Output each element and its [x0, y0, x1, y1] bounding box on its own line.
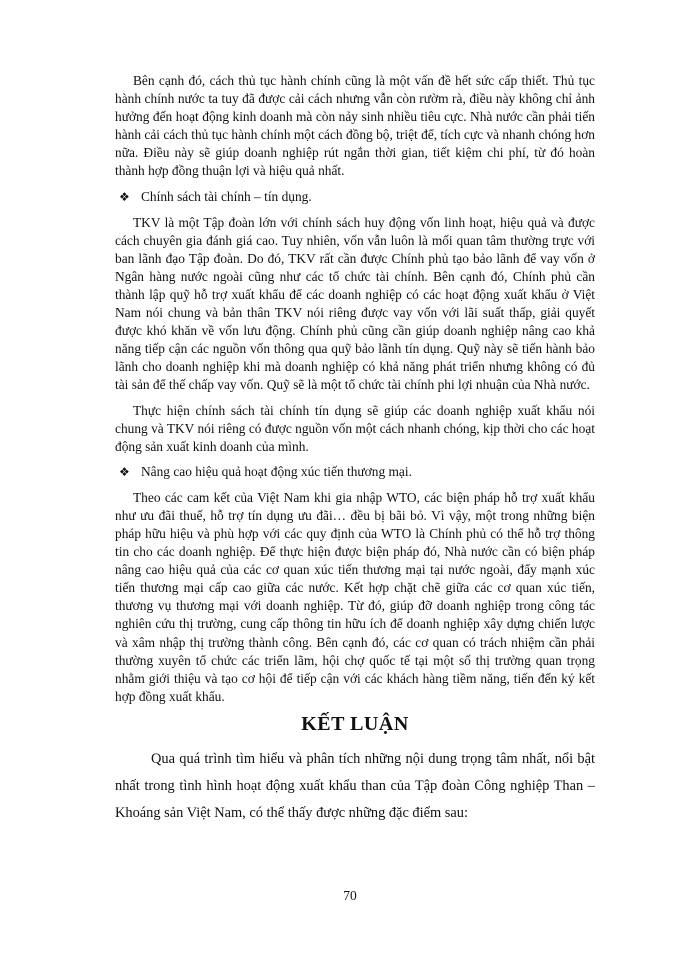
- bullet-trade-promotion-text: Nâng cao hiệu quả hoạt động xúc tiến thương mại.: [141, 463, 412, 479]
- section-heading-conclusion: KẾT LUẬN: [301, 712, 409, 735]
- paragraph-admin-procedures: Bên cạnh đó, cách thủ tục hành chính cũng là một vấn đề hết sức cấp thiết. Thủ tục hành chính nước ta tuy đã được cải cách nhưng vẫn còn rườm rà, điều này không chỉ ảnh hưởng đến hoạt động kinh doanh mà còn nảy sinh nhiều tiêu cực. Nhà nước cần phải tiến hành cải cách thủ tục hành chính một cách đồng bộ, triệt để, tích cực và nhanh chóng hơn nữa. Điều này sẽ giúp doanh nghiệp rút ngắn thời gian, tiết kiệm chi phí, từ đó hoàn thành hợp đồng thuận lợi và hiệu quả nhất.: [115, 73, 595, 179]
- four-diamond-bullet-icon: ❖: [119, 189, 130, 204]
- bullet-finance-credit: [119, 188, 595, 206]
- bullet-trade-promotion: [119, 463, 595, 481]
- page-number: 70: [343, 888, 357, 903]
- four-diamond-bullet-icon: ❖: [119, 464, 130, 479]
- paragraph-tkv-capital: TKV là một Tập đoàn lớn với chính sách huy động vốn linh hoạt, hiệu quả và được cách chuyên gia đánh giá cao. Tuy nhiên, vốn vẫn luôn là mối quan tâm thường trực với ban lãnh đạo Tập đoàn. Do đó, TKV rất cần được Chính phủ tạo bảo lãnh để vay vốn ở Ngân hàng nước ngoài cũng như các tổ chức tài chính. Bên cạnh đó, Chính phủ cần thành lập quỹ hỗ trợ xuất khẩu để các doanh nghiệp có các hoạt động xuất khẩu ở Việt Nam nói chung và bản thân TKV nói riêng được vay vốn với lãi suất thấp, giải quyết được khó khăn về vốn lưu động. Chính phủ cũng cần giúp doanh nghiệp nâng cao khả năng tiếp cận các nguồn vốn thông qua quỹ bảo lãnh tín dụng. Quỹ này sẽ tiến hành bảo lãnh cho doanh nghiệp khi mà doanh nghiệp có khả năng phát triển nhưng không có đủ tài sản để thế chấp vay vốn. Quỹ sẽ là một tổ chức tài chính phi lợi nhuận của Nhà nước.: [115, 214, 595, 393]
- paragraph-conclusion: Qua quá trình tìm hiểu và phân tích những nội dung trọng tâm nhất, nổi bật nhất trong tình hình hoạt động xuất khẩu than của Tập đoàn Công nghiệp Than – Khoáng sản Việt Nam, có thể thấy được những đặc điểm sau:: [115, 750, 595, 821]
- paragraph-credit-policy: Thực hiện chính sách tài chính tín dụng sẽ giúp các doanh nghiệp xuất khẩu nói chung và TKV nói riêng có được nguồn vốn một cách nhanh chóng, kịp thời cho các hoạt động sản xuất kinh doanh của mình.: [115, 402, 595, 454]
- document-page: [115, 72, 595, 827]
- paragraph-wto-commitments: Theo các cam kết của Việt Nam khi gia nhập WTO, các biện pháp hỗ trợ xuất khẩu như ưu đãi thuế, hỗ trợ tín dụng ưu đãi… đều bị bãi bỏ. Vì vậy, một trong những biện pháp hữu hiệu và phù hợp với các quy định của WTO là Chính phủ có thể hỗ trợ thông tin cho các doanh nghiệp. Để thực hiện được biện pháp đó, Nhà nước cần có biện pháp nâng cao hiệu quả của các cơ quan xúc tiến thương mại tại nước ngoài, đẩy mạnh xúc tiến thương mại cấp cao giữa các nước. Kết hợp chặt chẽ giữa các cơ quan xúc tiến, thương vụ thương mại với doanh nghiệp. Từ đó, giúp đỡ doanh nghiệp trong công tác nghiên cứu thị trường, cung cấp thông tin hữu ích để doanh nghiệp xây dựng chiến lược và xâm nhập thị trường thành công. Bên cạnh đó, các cơ quan có trách nhiệm cần phải thường xuyên tổ chức các triển lãm, hội chợ quốc tế tại một số thị trường quan trọng nhằm giới thiệu và tạo cơ hội để tiếp cận với các khách hàng tiềm năng, tiến đến ký kết hợp đồng xuất khẩu.: [115, 489, 595, 704]
- bullet-finance-credit-text: Chính sách tài chính – tín dụng.: [141, 188, 312, 204]
